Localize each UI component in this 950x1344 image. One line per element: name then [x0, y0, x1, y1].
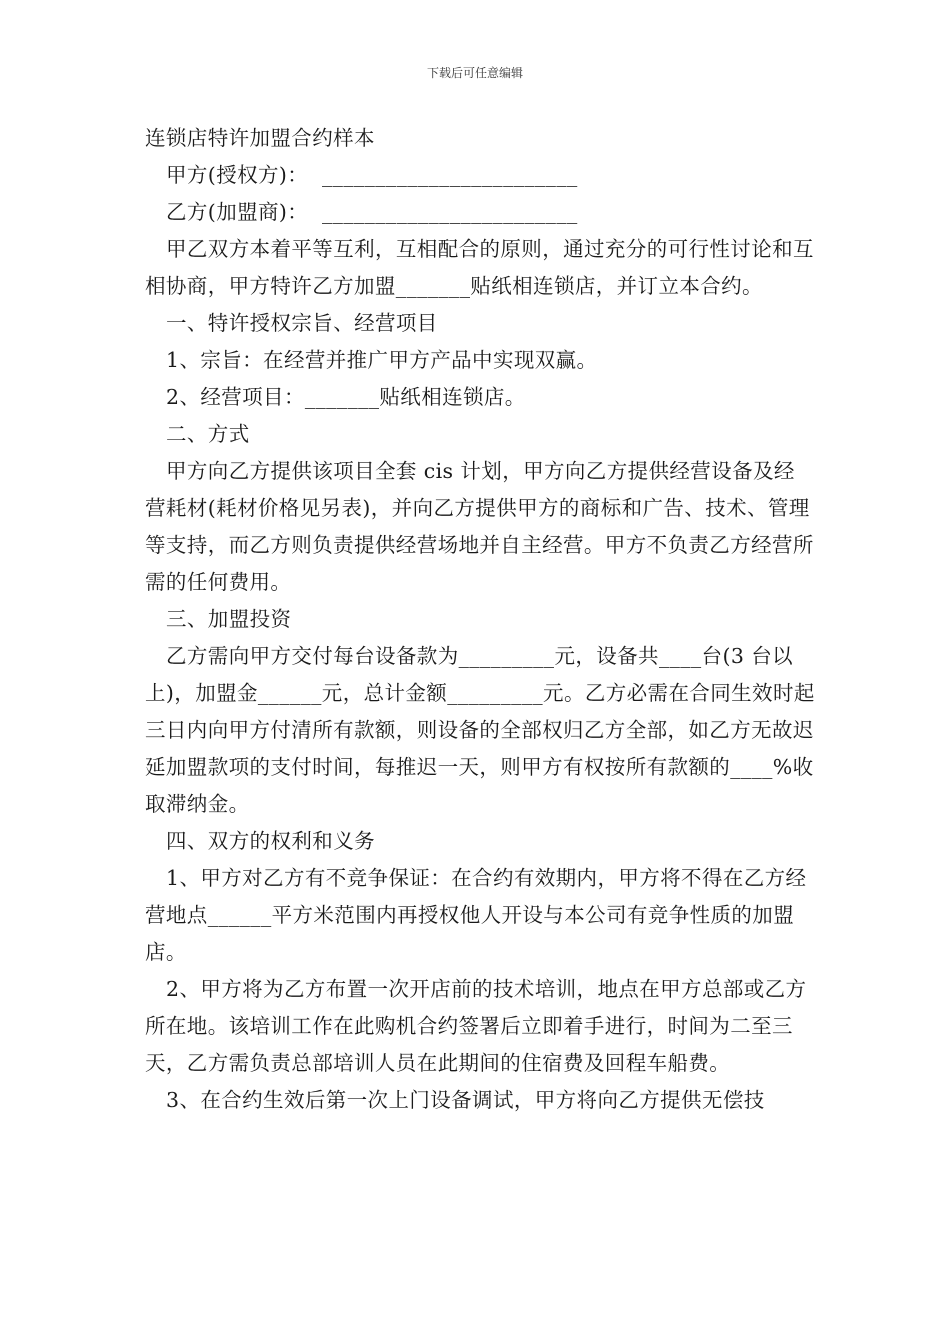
- section-heading-4: 四、双方的权利和义务: [166, 829, 375, 853]
- party-b-line: 乙方(加盟商)： ________________________: [166, 200, 578, 224]
- intro-paragraph: 甲乙双方本着平等互利，互相配合的原则，通过充分的可行性讨论和互相协商，甲方特许乙方加盟_______贴纸相连锁店，并订立本合约。: [145, 237, 814, 298]
- section-heading-2: 二、方式: [166, 422, 250, 446]
- document-title: 连锁店特许加盟合约样本: [145, 126, 375, 150]
- section-heading-1: 一、特许授权宗旨、经营项目: [166, 311, 438, 335]
- clause-4-1: 1、甲方对乙方有不竞争保证：在合约有效期内，甲方将不得在乙方经营地点______平方米范围内再授权他人开设与本公司有竞争性质的加盟店。: [145, 866, 807, 964]
- clause-4-2: 2、甲方将为乙方布置一次开店前的技术培训，地点在甲方总部或乙方所在地。该培训工作在此购机合约签署后立即着手进行，时间为二至三天，乙方需负责总部培训人员在此期间的住宿费及回程车船费。: [145, 977, 807, 1075]
- clause-4-3: 3、在合约生效后第一次上门设备调试，甲方将向乙方提供无偿技: [166, 1088, 765, 1112]
- section-2-paragraph: 甲方向乙方提供该项目全套 cis 计划，甲方向乙方提供经营设备及经营耗材(耗材价格见另表)，并向乙方提供甲方的商标和广告、技术、管理等支持，而乙方则负责提供经营场地并自主经营。甲方不负责乙方经营所需的任何费用。: [145, 459, 814, 594]
- page-header: 下载后可任意编辑: [426, 66, 523, 80]
- party-a-line: 甲方(授权方)： ________________________: [166, 163, 578, 187]
- section-3-paragraph: 乙方需向甲方交付每台设备款为_________元，设备共____台(3 台以上)，加盟金______元，总计金额_________元。乙方必需在合同生效时起三日内向甲方付清所有款额，则设备的全部权归乙方全部，如乙方无故迟延加盟款项的支付时间，每推迟一天，则甲方有权按所有款额的____%收取滞纳金。: [145, 644, 815, 816]
- clause-1-1: 1、宗旨：在经营并推广甲方产品中实现双赢。: [166, 348, 598, 372]
- contract-document: [145, 120, 815, 1119]
- clause-1-2: 2、经营项目：_______贴纸相连锁店。: [166, 385, 526, 409]
- section-heading-3: 三、加盟投资: [166, 607, 292, 631]
